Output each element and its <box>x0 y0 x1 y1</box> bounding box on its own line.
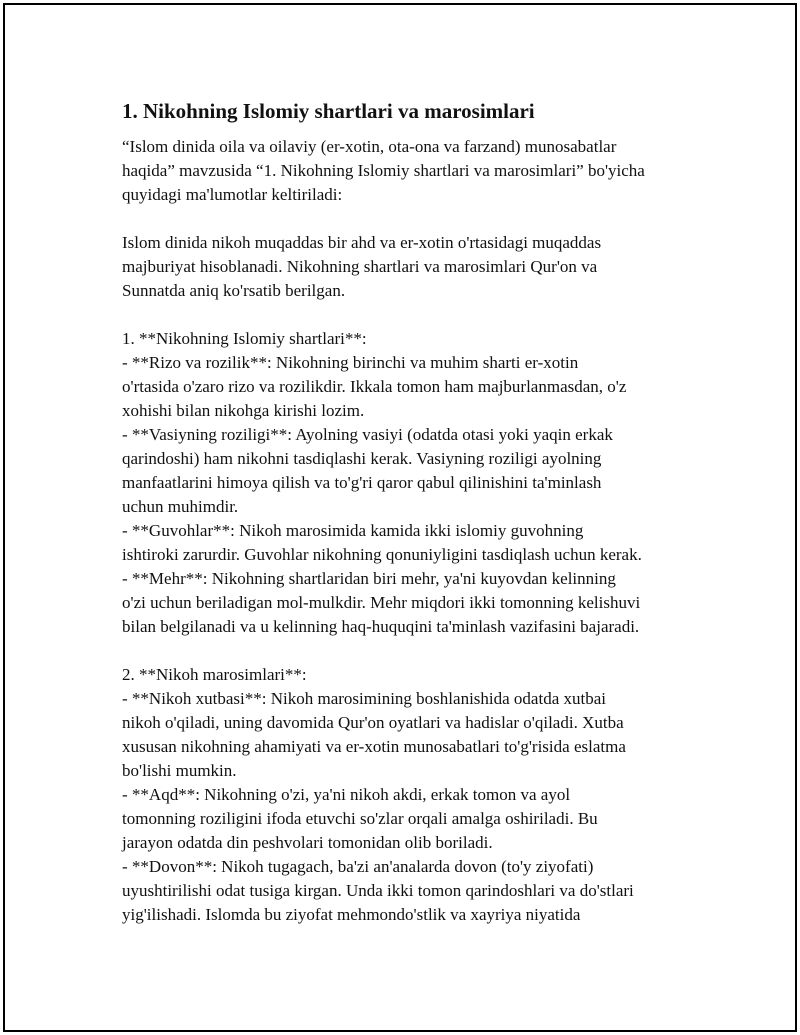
ceremonies-section: 2. **Nikoh marosimlari**: - **Nikoh xutbasi**: Nikoh marosimining boshlanishida odatda xutbai nikoh o'qiladi, uning davomida Qur'on oyatlari va hadislar o'qiladi. Xutba xususan nikohning ahamiyati va er-xotin munosabatlari to'g'risida eslatma bo'lishi mumkin. - **Aqd**: Nikohning o'zi, ya'ni nikoh akdi, erkak tomon va ayol tomonning roziligini ifoda etuvchi so'zlar orqali amalga oshiriladi. Bu jarayon odatda din peshvolari tomonidan olib boriladi. - **Dovon**: Nikoh tugagach, ba'zi an'analarda dovon (to'y ziyofati) uyushtirilishi odat tusiga kirgan. Unda ikki tomon qarindoshlari va do'stlari yig'ilishadi. Islomda bu ziyofat mehmondo'stlik va xayriya niyatida <box>122 665 634 924</box>
page-frame <box>3 3 797 1032</box>
document-body <box>122 97 702 927</box>
document-title: 1. Nikohning Islomiy shartlari va marosimlari <box>122 99 535 123</box>
intro-paragraph: “Islom dinida oila va oilaviy (er-xotin, ota-ona va farzand) munosabatlar haqida” mavzusida “1. Nikohning Islomiy shartlari va marosimlari” bo'yicha quyidagi ma'lumotlar keltiriladi: <box>122 137 645 204</box>
conditions-section: 1. **Nikohning Islomiy shartlari**: - **Rizo va rozilik**: Nikohning birinchi va muhim sharti er-xotin o'rtasida o'zaro rizo va rozilikdir. Ikkala tomon ham majburlanmasdan, o'z xohishi bilan nikohga kirishi lozim. - **Vasiyning roziligi**: Ayolning vasiyi (odatda otasi yoki yaqin erkak qarindoshi) ham nikohni tasdiqlashi kerak. Vasiyning roziligi ayolning manfaatlarini himoya qilish va to'g'ri qaror qabul qilinishini ta'minlash uchun muhimdir. - **Guvohlar**: Nikoh marosimida kamida ikki islomiy guvohning ishtiroki zarurdir. Guvohlar nikohning qonuniyligini tasdiqlash uchun kerak. - **Mehr**: Nikohning shartlaridan biri mehr, ya'ni kuyovdan kelinning o'zi uchun beriladigan mol-mulkdir. Mehr miqdori ikki tomonning kelishuvi bilan belgilanadi va u kelinning haq-huquqini ta'minlash vazifasini bajaradi. <box>122 329 642 636</box>
overview-paragraph: Islom dinida nikoh muqaddas bir ahd va er-xotin o'rtasidagi muqaddas majburiyat hisoblanadi. Nikohning shartlari va marosimlari Qur'on va Sunnatda aniq ko'rsatib berilgan. <box>122 233 602 300</box>
